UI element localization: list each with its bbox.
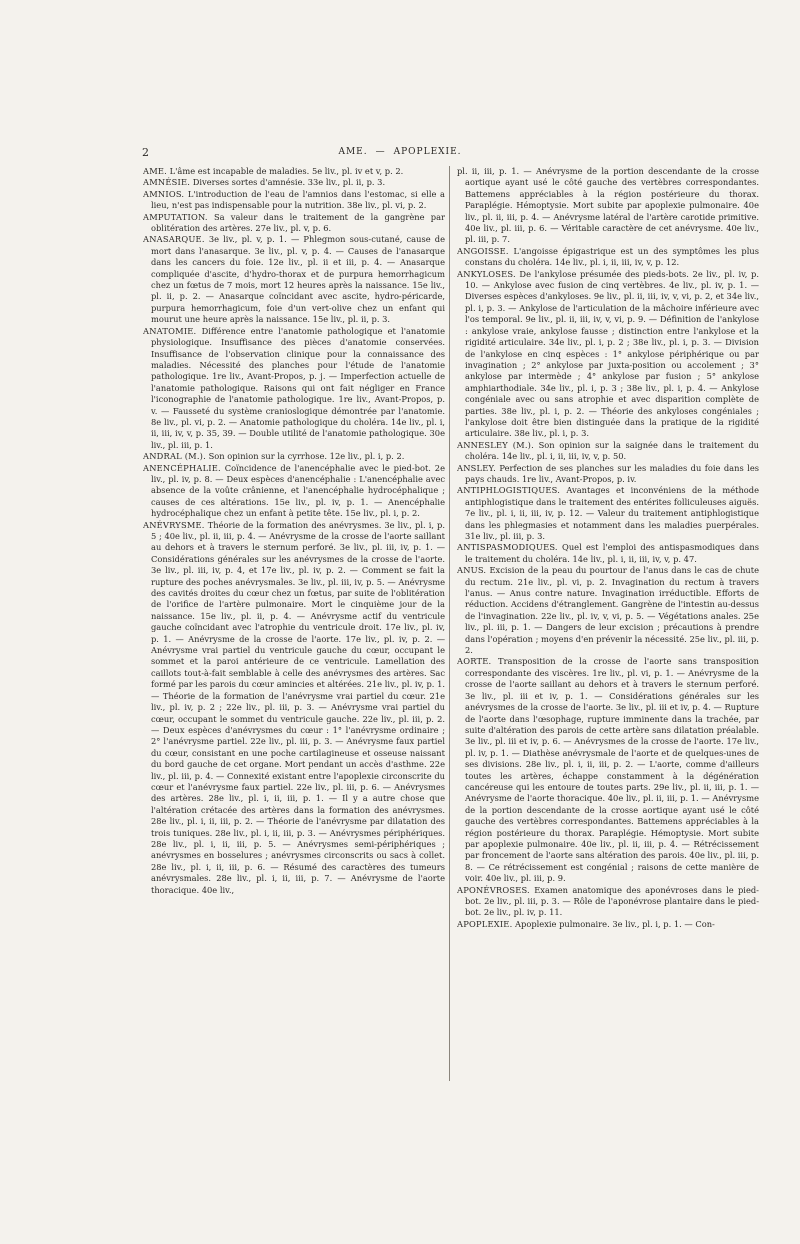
entry-text: Sa valeur dans le traitement de la gangrène par oblitération des artères. 27e liv., pl. v, p. 6. bbox=[151, 211, 445, 234]
index-entry bbox=[143, 463, 445, 520]
entry-headword: AMPUTATION. bbox=[143, 211, 208, 222]
index-entry bbox=[457, 885, 759, 919]
entry-text: Son opinion sur la cyrrhose. 12e liv., pl. i, p. 2. bbox=[208, 451, 405, 462]
entry-headword: ANENCÉPHALIE. bbox=[143, 462, 221, 473]
entry-text: Avantages et inconvéniens de la méthode antiphlogistique dans le traitement des entérites folliculeuses aiguës. 7e liv., pl. i, ii, iii, iv, p. 12. — Valeur du traitement antiphlogistique dans les phlegmasies et notamment dans les maladies puerpérales. 31e liv., pl. iii, p. 3. bbox=[465, 485, 759, 541]
index-entry bbox=[143, 326, 445, 451]
entry-text: 3e liv., pl. v, p. 1. — Phlegmon sous-cutané, cause de mort dans l'anasarque. 3e liv., pl. v, p. 4. — Causes de l'anasarque dans les cancers du foie. 12e liv., pl. ii et iii, p. 4. — Anasarque compliquée d'ascite, d'hydro-thorax et de purpura hemorrhagicum chez un fœtus de 7 mois, mort 12 heures après la naissance. 15e liv., pl. ii, p. 2. — Anasarque coïncidant avec ascite, hydro-péricarde, purpura hemorrhagicum, foie d'un vert-olive chez un enfant qui mourut une heure après la naissance. 15e liv., pl. ii, p. 3. bbox=[151, 234, 445, 325]
index-entry bbox=[143, 234, 445, 325]
entry-text: L'introduction de l'eau de l'amnios dans l'estomac, si elle a lieu, n'est pas indispensable pour la nutrition. 38e liv., pl. vi, p. 2. bbox=[151, 188, 445, 211]
index-entry bbox=[143, 177, 445, 188]
entry-headword: ANASARQUE. bbox=[143, 234, 205, 245]
index-entry bbox=[457, 440, 759, 463]
entry-headword: ANATOMIE. bbox=[143, 325, 197, 336]
index-entry bbox=[457, 166, 759, 246]
entry-headword: ANTIPHLOGISTIQUES. bbox=[457, 485, 561, 496]
entry-headword: ANNESLEY (M.). bbox=[457, 439, 534, 450]
entry-headword: APONÉVROSES. bbox=[457, 884, 530, 895]
left-column bbox=[143, 166, 445, 1086]
index-entry bbox=[457, 919, 759, 930]
index-entry bbox=[143, 166, 445, 177]
entry-text: Examen anatomique des aponévroses dans le pied-bot. 2e liv., pl. iii, p. 3. — Rôle de l'aponévrose plantaire dans le pied-bot. 2e liv., pl. iv, p. 11. bbox=[465, 884, 759, 918]
running-header-dash: — bbox=[375, 147, 386, 157]
index-entry bbox=[457, 542, 759, 565]
entry-headword: AORTE. bbox=[457, 656, 492, 667]
index-entry bbox=[457, 463, 759, 486]
column-divider bbox=[449, 166, 450, 1081]
entry-headword: ANKYLOSES. bbox=[457, 268, 516, 279]
entry-text: L'âme est incapable de maladies. 5e liv., pl. iv et v, p. 2. bbox=[169, 166, 404, 176]
entry-headword: ANDRAL (M.). bbox=[143, 451, 206, 462]
entry-text: Diverses sortes d'amnésie. 33e liv., pl. ii, p. 3. bbox=[192, 177, 386, 188]
entry-text: Coïncidence de l'anencéphalie avec le pied-bot. 2e liv., pl. iv, p. 8. — Deux espèces d'anencéphalie : L'anencéphalie avec absence de la voûte crânienne, et l'anencéphalie hydrocéphalique ; causes de ces altérations. 15e liv., pl. iv, p. 1. — Anencéphalie hydrocéphalique chez un enfant à petite tête. 15e liv., pl. i, p. 2. bbox=[151, 462, 445, 519]
entry-text: Son opinion sur la saignée dans le traitement du choléra. 14e liv., pl. i, ii, iii, iv, v, p. 50. bbox=[465, 439, 759, 462]
entry-text: Transposition de la crosse de l'aorte sans transposition correspondante des viscères. 1re liv., pl. vi, p. 1. — Anévrysme de la crosse de l'aorte saillant au dehors et à travers le sternum perforé. 3e liv., pl. iii et iv, p. 1. — Considérations générales sur les anévrysmes de la crosse de l'aorte. 3e liv., pl. iii et iv, p. 4. — Rupture de l'aorte dans l'œsophage, rupture imminente dans la trachée, par suite d'altération des parois de cette artère sans dilatation préalable. 3e liv., pl. iii et iv, p. 6. — Anévrysmes de la crosse de l'aorte. 17e liv., pl. iv, p. 1. — Diathèse anévrysmale de l'aorte et de quelques-unes de ses divisions. 28e liv., pl. i, ii, iii, p. 2. — L'aorte, comme d'ailleurs toutes les artères, échappe constamment à la dégénération cancéreuse qui les entoure de toutes parts. 29e liv., pl. ii, iii, p. 1. — Anévrysme de l'aorte thoracique. 40e liv., pl. ii, iii, p. 1. — Anévrysme de la portion descendante de la crosse aortique ayant usé le côté gauche des vertèbres correspondantes. Battemens appréciables à la région postérieure du thorax. Paraplégie. Hémoptysie. Mort subite par apoplexie pulmonaire. 40e liv., pl. ii, iii, p. 4. — Rétrécissement par froncement de l'aorte sans altération des parois. 40e liv., pl. iii, p. 8. — Ce rétrécissement est congénial ; raisons de cette manière de voir. 40e liv., pl. iii, p. 9. bbox=[465, 656, 759, 884]
index-entry bbox=[457, 485, 759, 542]
running-header-right: APOPLEXIE. bbox=[393, 147, 462, 157]
running-header-left: AME. bbox=[338, 147, 368, 157]
index-entry bbox=[457, 269, 759, 440]
entry-headword: ANUS. bbox=[457, 565, 487, 576]
page-number: 2 bbox=[142, 146, 149, 159]
entry-text: pl. ii, iii, p. 1. — Anévrysme de la portion descendante de la crosse aortique ayant usé le côté gauche des vertèbres correspondantes. Battemens appréciables à la région postérieure du thorax. Paraplégie. Hémoptysie. Mort subite par apoplexie pulmonaire. 40e liv., pl. ii, iii, p. 4. — Anévrysme latéral de l'artère carotide primitive. 40e liv., pl. iii, p. 6. — Véritable caractère de cet anévrysme. 40e liv., pl. iii, p. 7. bbox=[457, 166, 759, 245]
entry-text: Quel est l'emploi des antispasmodiques dans le traitement du choléra. 14e liv., pl. i, ii, iii, iv, v, p. 47. bbox=[465, 542, 759, 564]
index-entry bbox=[143, 189, 445, 212]
index-entry bbox=[143, 451, 445, 462]
index-entry bbox=[457, 246, 759, 269]
index-entry bbox=[457, 565, 759, 656]
entry-text: Différence entre l'anatomie pathologique et l'anatomie physiologique. Insuffisance des pièces d'anatomie conservées. Insuffisance de l'observation clinique pour la connaissance des maladies. Nécessité des planches pour l'étude de l'anatomie pathologique. 1re liv., Avant-Propos, p. j. — Imperfection actuelle de l'anatomie pathologique. Raisons qui ont fait négliger en France l'iconographie de l'anatomie pathologique. 1re liv., Avant-Propos, p. v. — Fausseté du système cranioslogique démontrée par l'anatomie. 8e liv., pl. vi, p. 2. — Anatomie pathologique du choléra. 14e liv., pl. i, ii, iii, iv, v, p. 35, 39. — Double utilité de l'anatomie pathologique. 30e liv., pl. iii, p. 1. bbox=[151, 325, 445, 450]
index-entry bbox=[457, 656, 759, 884]
entry-headword: AME. bbox=[143, 166, 167, 176]
entry-headword: ANÉVRYSME. bbox=[143, 519, 205, 530]
running-header bbox=[0, 147, 800, 157]
entry-text: Apoplexie pulmonaire. 3e liv., pl. i, p. 1. — Con- bbox=[515, 918, 715, 929]
index-entry bbox=[143, 520, 445, 896]
entry-headword: ANTISPASMODIQUES. bbox=[457, 542, 558, 553]
entry-headword: AMNIOS. bbox=[143, 188, 185, 199]
entry-headword: AMNÉSIE. bbox=[143, 177, 191, 188]
entry-text: Excision de la peau du pourtour de l'anus dans le cas de chute du rectum. 21e liv., pl. vi, p. 2. Invagination du rectum à travers l'anus. — Anus contre nature. Invagination irréductible. Efforts de réduction. Accidens d'étranglement. Gangrène de l'intestin au-dessus de l'invagination. 22e liv., pl. iv, v, vi, p. 5. — Végétations anales. 25e liv., pl. iii, p. 1. — Dangers de leur excision ; précautions à prendre dans l'opération ; moyens d'en prévenir la nécessité. 25e liv., pl. iii, p. 2. bbox=[465, 565, 759, 656]
index-entry bbox=[143, 212, 445, 235]
entry-text: Théorie de la formation des anévrysmes. 3e liv., pl. i, p. 5 ; 40e liv., pl. ii, iii, p. 4. — Anévrysme de la crosse de l'aorte saillant au dehors et à travers le sternum perforé. 3e liv., pl. iii, iv, p. 1. — Considérations générales sur les anévrysmes de la crosse de l'aorte. 3e liv., pl. iii, iv, p. 4, et 17e liv., pl. iv, p. 2. — Comment se fait la rupture des poches anévrysmales. 3e liv., pl. iii, iv, p. 5. — Anévrysme des cavités droites du cœur chez un fœtus, par suite de l'oblitération de l'orifice de l'artère pulmonaire. Mort le cinquième jour de la naissance. 15e liv., pl. ii, p. 4. — Anévrysme actif du ventricule gauche coïncidant avec l'atrophie du ventricule droit. 17e liv., pl. iv, p. 1. — Anévrysme de la crosse de l'aorte. 17e liv., pl. iv, p. 2. — Anévrysme vrai partiel du ventricule gauche du cœur, occupant le sommet et la paroi antérieure de ce ventricule. Lamellation des caillots tout-à-fait semblable à celle des anévrysmes des artères. Sac formé par les parois du cœur amincies et altérées. 21e liv., pl. iv, p. 1. — Théorie de la formation de l'anévrysme vrai partiel du cœur. 21e liv., pl. iv, p. 2 ; 22e liv., pl. iii, p. 3. — Anévrysme vrai partiel du cœur, occupant le sommet du ventricule gauche. 22e liv., pl. iii, p. 2. — Deux espèces d'anévrysmes du cœur : 1° l'anévrysme ordinaire ; 2° l'anévrysme partiel. 22e liv., pl. iii, p. 3. — Anévrysme faux partiel du cœur, consistant en une poche cartilagineuse et osseuse naissant du bord gauche de cet organe. Mort pendant un accès d'asthme. 22e liv., pl. iii, p. 4. — Connexité existant entre l'apoplexie circonscrite du cœur et l'anévrysme faux partiel. 22e liv., pl. iii, p. 6. — Anévrysmes des artères. 28e liv., pl. i, ii, iii, p. 1. — Il y a autre chose que l'altération crétacée des artères dans la formation des anévrysmes. 28e liv., pl. i, ii, iii, p. 2. — Théorie de l'anévrysme par dilatation des trois tuniques. 28e liv., pl. i, ii, iii, p. 3. — Anévrysmes périphériques. 28e liv., pl. i, ii, iii, p. 5. — Anévrysmes semi-périphériques ; anévrysmes en bosselures ; anévrysmes circonscrits ou sacs à collet. 28e liv., pl. i, ii, iii, p. 6. — Résumé des caractères des tumeurs anévrysmales. 28e liv., pl. i, ii, iii, p. 7. — Anévrysme de l'aorte thoracique. 40e liv., bbox=[151, 519, 445, 895]
entry-text: De l'ankylose présumée des pieds-bots. 2e liv., pl. iv, p. 10. — Ankylose avec fusion de cinq vertèbres. 4e liv., pl. iv, p. 1. — Diverses espèces d'ankyloses. 9e liv., pl. ii, iii, iv, v, vi, p. 2, et 34e liv., pl. i, p. 3. — Ankylose de l'articulation de la mâchoire inférieure avec l'os temporal. 9e liv., pl. ii, iii, iv, v, vi, p. 9. — Définition de l'ankylose : ankylose vraie, ankylose fausse ; distinction entre l'ankylose et la rigidité articulaire. 34e liv., pl. i, p. 2 ; 38e liv., pl. i, p. 3. — Division de l'ankylose en cinq espèces : 1° ankylose périphérique ou par invagination ; 2° ankylose par juxta-position ou accolement ; 3° ankylose par intermède ; 4° ankylose par fusion ; 5° ankylose amphiarthodiale. 34e liv., pl. i, p. 3 ; 38e liv., pl. i, p. 4. — Ankylose congéniale avec ou sans atrophie et avec disparition complète de parties. 38e liv., pl. i, p. 2. — Théorie des ankyloses congéniales ; l'ankylose doit être bien distinguée dans la pratique de la rigidité articulaire. 38e liv., pl. i, p. 3. bbox=[465, 268, 759, 439]
entry-text: Perfection de ses planches sur les maladies du foie dans les pays chauds. 1re liv., Avant-Propos, p. iv. bbox=[465, 462, 759, 484]
entry-text: L'angoisse épigastrique est un des symptômes les plus constans du choléra. 14e liv., pl. i, ii, iii, iv, v, p. 12. bbox=[465, 245, 759, 268]
right-column bbox=[457, 166, 759, 1086]
entry-headword: APOPLEXIE. bbox=[457, 918, 513, 929]
entry-headword: ANSLEY. bbox=[457, 462, 496, 473]
entry-headword: ANGOISSE. bbox=[457, 245, 509, 256]
